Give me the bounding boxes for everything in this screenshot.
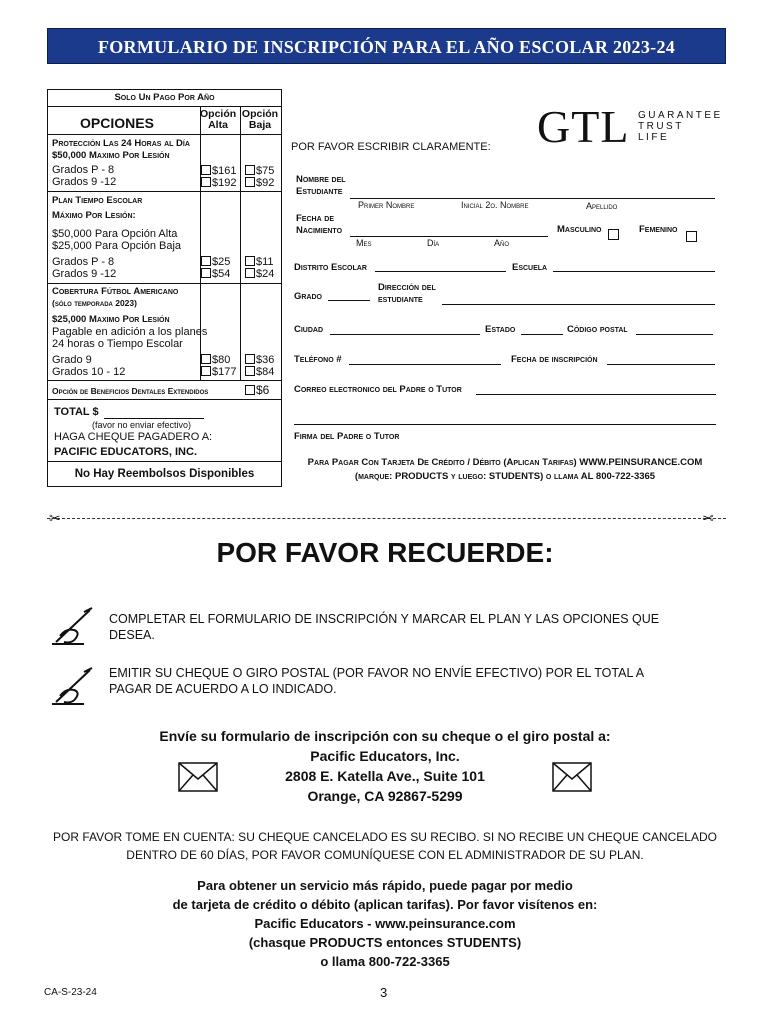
school-field[interactable] bbox=[553, 271, 715, 272]
write-clearly-label: POR FAVOR ESCRIBIR CLARAMENTE: bbox=[291, 141, 491, 153]
school-alta-9-12[interactable]: $54 bbox=[201, 268, 230, 280]
mailing-address-line-1: Pacific Educators, Inc. bbox=[310, 748, 460, 764]
dental-option-label: Opción de Beneficios Dentales Extendidos bbox=[52, 386, 209, 396]
dob-label-1: Fecha de bbox=[296, 213, 335, 224]
check-payable-label: HAGA CHEQUE PAGADERO A: bbox=[54, 431, 213, 443]
football-alta-9[interactable]: $80 bbox=[201, 354, 230, 366]
payee-name: PACIFIC EDUCATORS, INC. bbox=[54, 446, 198, 458]
grades-9-12: Grados 9 -12 bbox=[52, 176, 117, 188]
school-grades-9-12: Grados 9 -12 bbox=[52, 268, 117, 280]
address-label bbox=[378, 282, 436, 306]
first-name-caption: Primer Nombre bbox=[358, 200, 415, 210]
col-alta-heading: Opción Alta bbox=[200, 108, 237, 131]
school-baja-9-12[interactable]: $24 bbox=[245, 268, 274, 280]
form-code: CA-S-23-24 bbox=[44, 987, 97, 998]
send-instruction: Envíe su formulario de inscripción con su cheque o el giro postal a: bbox=[159, 728, 611, 744]
remember-title: POR FAVOR RECUERDE: bbox=[216, 537, 554, 568]
faster-service-line-1: Para obtener un servicio más rápido, puede pagar por medio bbox=[197, 878, 573, 893]
gtl-logo-mark: GTL bbox=[537, 101, 630, 152]
card-payment-line-2: (marque: PRODUCTS y luego: STUDENTS) o llama AL 800-722-3365 bbox=[354, 471, 656, 482]
football-grade-9: Grado 9 bbox=[52, 354, 92, 366]
envelope-icon bbox=[178, 762, 218, 792]
page-number: 3 bbox=[380, 985, 388, 1000]
remember-item-2-line-2: PAGAR DE ACUERDO A LO INDICADO. bbox=[109, 682, 337, 696]
remember-item-1 bbox=[109, 611, 659, 643]
logo-line-3: LIFE bbox=[638, 132, 670, 143]
football-alta-10-12[interactable]: $177 bbox=[201, 366, 236, 378]
cancelled-check-note-2: DENTRO DE 60 DÍAS, POR FAVOR COMUNÍQUESE CON EL ADMINISTRADOR DE SU PLAN. bbox=[126, 848, 644, 862]
logo-line-1: GUARANTEE bbox=[638, 110, 723, 121]
address-label-1: Dirección del bbox=[378, 282, 436, 293]
month-caption: Mes bbox=[356, 238, 372, 248]
phone-label: Teléfono # bbox=[294, 354, 342, 365]
envelope-icon-right bbox=[552, 762, 592, 792]
school-grades-p8: Grados P - 8 bbox=[52, 256, 115, 268]
mailing-address-line-3: Orange, CA 92867-5299 bbox=[307, 788, 463, 804]
football-season: (sólo temporada 2023) bbox=[52, 298, 137, 308]
card-payment-line-1: Para Pagar Con Tarjeta De Crédito / Débito (Aplican Tarifas) WWW.PEINSURANCE.COM bbox=[307, 457, 703, 468]
protection-title: Protección Las 24 Horas al Día bbox=[52, 138, 190, 149]
options-box bbox=[47, 89, 282, 487]
female-checkbox[interactable] bbox=[686, 231, 697, 242]
signature-field[interactable] bbox=[294, 424, 716, 425]
grade-label: Grado bbox=[294, 291, 322, 302]
scissors-icon: ✂ bbox=[49, 510, 61, 526]
faster-service-line-2: de tarjeta de crédito o débito (aplican tarifas). Por favor visítenos en: bbox=[172, 897, 598, 912]
cut-line bbox=[47, 518, 726, 519]
school-alta-p8[interactable]: $25 bbox=[201, 256, 230, 268]
no-refund-note: No Hay Reembolsos Disponibles bbox=[74, 468, 255, 480]
no-cash-note: (favor no enviar efectivo) bbox=[92, 420, 192, 430]
remember-item-2 bbox=[109, 665, 644, 697]
male-label: Masculino bbox=[557, 224, 602, 235]
dob-field[interactable] bbox=[350, 236, 548, 237]
address-label-2: estudiante bbox=[378, 294, 423, 305]
football-note-2: 24 horas o Tiempo Escolar bbox=[52, 338, 183, 350]
gtl-logo-words bbox=[638, 110, 723, 143]
col-baja-heading: Opción Baja bbox=[241, 108, 279, 131]
remember-item-1-line-2: DESEA. bbox=[109, 628, 155, 642]
grades-p8: Grados P - 8 bbox=[52, 164, 115, 176]
football-grades-10-12: Grados 10 - 12 bbox=[52, 366, 126, 378]
total-amount-field[interactable] bbox=[104, 418, 204, 419]
faster-service-line-4: (chasque PRODUCTS entonces STUDENTS) bbox=[248, 935, 522, 950]
protection-baja-p8[interactable]: $75 bbox=[245, 165, 274, 177]
protection-alta-9-12[interactable]: $192 bbox=[201, 177, 236, 189]
protection-baja-9-12[interactable]: $92 bbox=[245, 177, 274, 189]
dob-label-2: Nacimiento bbox=[296, 225, 343, 236]
day-caption: Día bbox=[427, 238, 440, 248]
school-alta-text: $50,000 Para Opción Alta bbox=[52, 228, 178, 240]
scissors-icon-right: ✂ bbox=[702, 510, 714, 526]
middle-initial-caption: Inicial 2o. Nombre bbox=[461, 200, 529, 210]
writing-hand-icon bbox=[50, 606, 100, 646]
address-field[interactable] bbox=[442, 304, 715, 305]
state-label: Estado bbox=[485, 324, 516, 335]
mailing-address-line-2: 2808 E. Katella Ave., Suite 101 bbox=[285, 768, 485, 784]
student-name-label-2: Estudiante bbox=[296, 186, 343, 197]
dob-label bbox=[296, 213, 342, 237]
faster-service-line-5: o llama 800-722-3365 bbox=[320, 954, 450, 969]
state-field[interactable] bbox=[521, 334, 563, 335]
one-payment-header: Solo Un Pago Por Año bbox=[114, 92, 215, 103]
city-label: Ciudad bbox=[294, 324, 324, 335]
protection-max: $50,000 Maximo Por Lesión bbox=[52, 150, 170, 161]
dental-option-checkbox[interactable]: $6 bbox=[245, 383, 269, 397]
cancelled-check-note-1: POR FAVOR TOME EN CUENTA: SU CHEQUE CANCELADO ES SU RECIBO. SI NO RECIBE UN CHEQUE CANCELADO bbox=[53, 830, 717, 844]
district-label: Distrito Escolar bbox=[294, 262, 367, 273]
football-baja-9[interactable]: $36 bbox=[245, 354, 274, 366]
phone-field[interactable] bbox=[349, 364, 501, 365]
signature-label: Firma del Padre o Tutor bbox=[294, 431, 400, 442]
total-label: TOTAL $ bbox=[54, 406, 99, 418]
female-label: Femenino bbox=[639, 224, 678, 235]
registration-date-label: Fecha de inscripción bbox=[511, 354, 598, 365]
city-field[interactable] bbox=[330, 334, 480, 335]
school-baja-text: $25,000 Para Opción Baja bbox=[52, 240, 182, 252]
male-checkbox[interactable] bbox=[608, 229, 619, 240]
school-plan-title: Plan Tiempo Escolar bbox=[52, 195, 143, 206]
year-caption: Año bbox=[494, 238, 510, 248]
grade-field[interactable] bbox=[328, 300, 370, 301]
last-name-caption: Apellido bbox=[586, 201, 618, 211]
student-name-label-1: Nombre del bbox=[296, 174, 346, 185]
remember-item-2-line-1: EMITIR SU CHEQUE O GIRO POSTAL (POR FAVOR NO ENVÍE EFECTIVO) POR EL TOTAL A bbox=[109, 666, 645, 680]
options-heading: OPCIONES bbox=[80, 115, 154, 131]
writing-hand-icon-2 bbox=[50, 666, 100, 706]
district-field[interactable] bbox=[375, 271, 506, 272]
form-title-banner: FORMULARIO DE INSCRIPCIÓN PARA EL AÑO ESCOLAR 2023-24 bbox=[47, 28, 726, 64]
football-baja-10-12[interactable]: $84 bbox=[245, 366, 274, 378]
email-label: Correo electronico del Padre o Tutor bbox=[294, 384, 462, 395]
school-label: Escuela bbox=[512, 262, 548, 273]
logo-line-2: TRUST bbox=[638, 121, 684, 132]
remember-item-1-line-1: COMPLETAR EL FORMULARIO DE INSCRIPCIÓN Y MARCAR EL PLAN Y LAS OPCIONES QUE bbox=[109, 612, 660, 626]
registration-date-field[interactable] bbox=[607, 364, 715, 365]
football-max: $25,000 Maximo Por Lesión bbox=[52, 314, 170, 325]
zip-label: Código postal bbox=[567, 324, 628, 335]
faster-service-line-3: Pacific Educators - www.peinsurance.com bbox=[254, 916, 516, 931]
student-name-label bbox=[296, 174, 346, 198]
student-name-field[interactable] bbox=[350, 198, 715, 199]
email-field[interactable] bbox=[476, 394, 716, 395]
protection-alta-p8[interactable]: $161 bbox=[201, 165, 236, 177]
football-note-1: Pagable en adición a los planes bbox=[52, 326, 208, 338]
school-plan-max: Máximo Por Lesión: bbox=[52, 210, 136, 221]
school-baja-p8[interactable]: $11 bbox=[245, 256, 274, 268]
football-title: Cobertura Fútbol Americano bbox=[52, 286, 179, 297]
zip-field[interactable] bbox=[636, 334, 713, 335]
